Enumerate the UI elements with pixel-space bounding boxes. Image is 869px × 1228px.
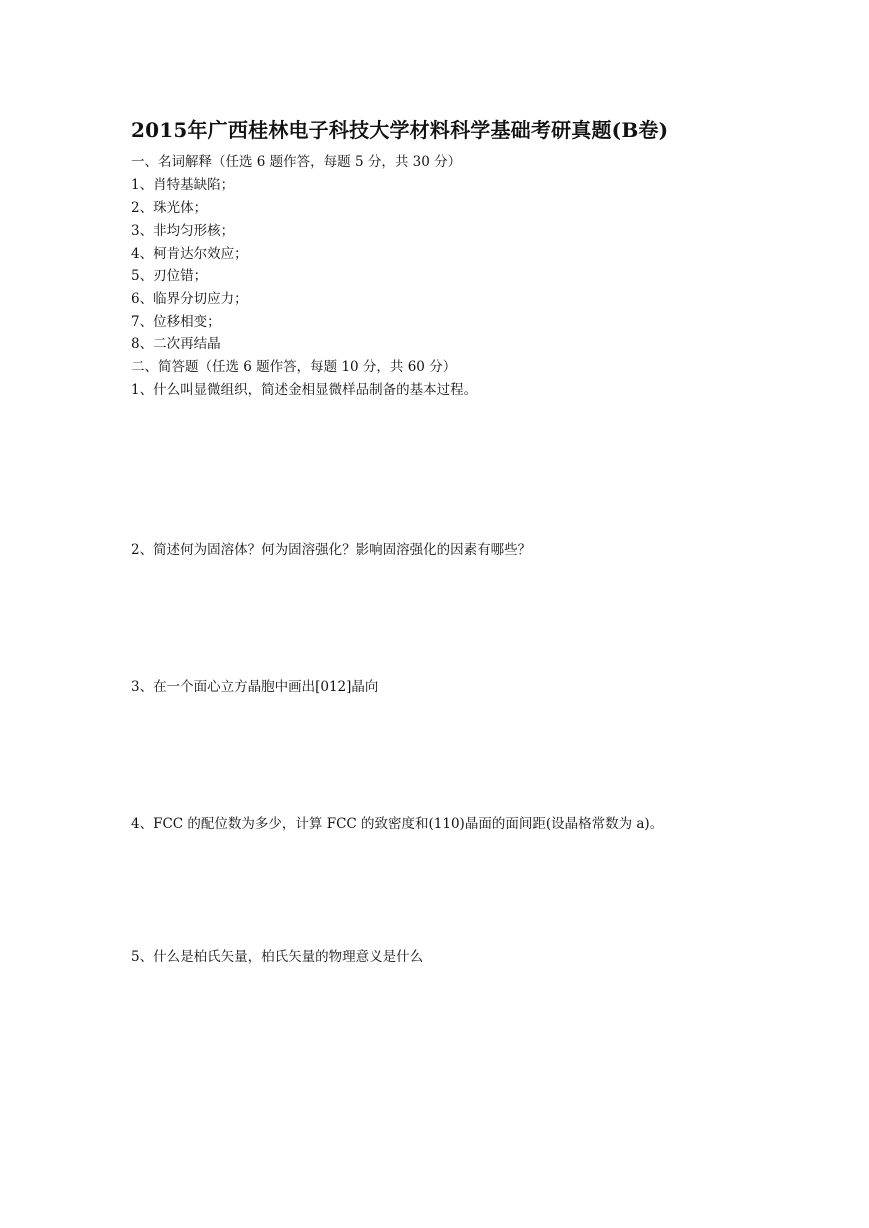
document-title: 2015年广西桂林电子科技大学材料科学基础考研真题(B卷) xyxy=(131,118,669,142)
question-item: 5、什么是柏氏矢量，柏氏矢量的物理意义是什么 xyxy=(131,949,424,965)
question-item: 1、什么叫显微组织，简述金相显微样品制备的基本过程。 xyxy=(131,382,478,398)
section1-heading: 一、名词解释（任选 6 题作答，每题 5 分，共 30 分） xyxy=(131,154,462,170)
term-item: 7、位移相变； xyxy=(131,314,221,330)
term-item: 4、柯肯达尔效应； xyxy=(131,246,248,262)
term-item: 8、二次再结晶 xyxy=(131,336,221,352)
question-item: 2、简述何为固溶体？何为固溶强化？影响固溶强化的因素有哪些？ xyxy=(131,542,532,558)
term-item: 3、非均匀形核； xyxy=(131,223,235,239)
term-item: 6、临界分切应力； xyxy=(131,291,248,307)
term-item: 5、刃位错； xyxy=(131,268,208,284)
section2-heading: 二、简答题（任选 6 题作答，每题 10 分，共 60 分） xyxy=(131,359,457,375)
term-item: 2、珠光体； xyxy=(131,200,208,216)
question-item: 4、FCC 的配位数为多少，计算 FCC 的致密度和(110)晶面的面间距(设晶格常数为 a)。 xyxy=(131,816,664,832)
term-item: 1、肖特基缺陷； xyxy=(131,177,235,193)
question-item: 3、在一个面心立方晶胞中画出[012]晶向 xyxy=(131,679,379,695)
